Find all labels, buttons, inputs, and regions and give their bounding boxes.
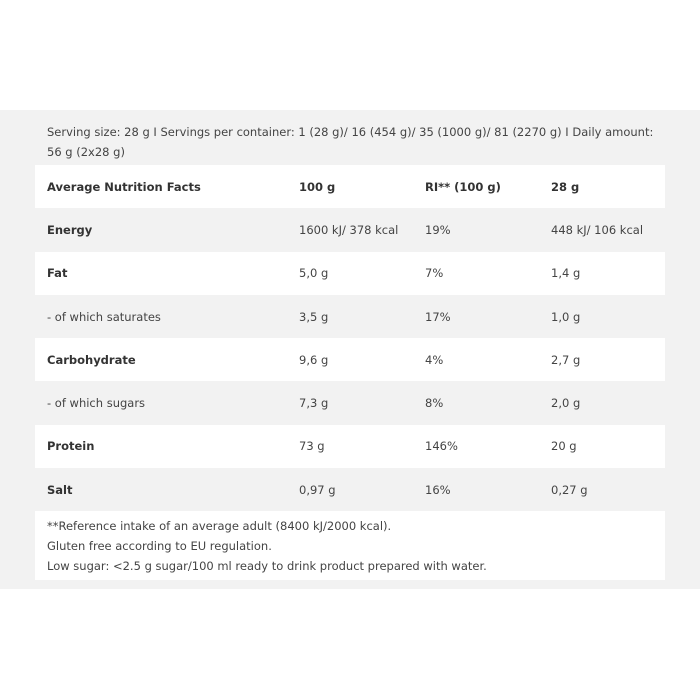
- value-per-100g: 7,3 g: [299, 396, 329, 411]
- nutrient-name: Salt: [47, 482, 73, 497]
- header-per-28g: 28 g: [551, 179, 580, 194]
- value-per-28g: 1,4 g: [551, 266, 581, 281]
- nutrient-name: Energy: [47, 222, 93, 237]
- serving-info: Serving size: 28 g I Servings per container: 1 (28 g)/ 16 (454 g)/ 35 (1000 g)/ 81 (2270 g) I Daily amount: 56 g (2x28 g): [47, 125, 654, 159]
- value-ri: 7%: [425, 266, 444, 281]
- footnote-reference-intake: **Reference intake of an average adult (8400 kJ/2000 kcal).: [47, 519, 392, 533]
- nutrient-name: Carbohydrate: [47, 352, 136, 367]
- value-ri: 16%: [425, 482, 451, 497]
- value-per-100g: 3,5 g: [299, 309, 329, 324]
- table-row-energy: [35, 208, 665, 251]
- table-row-saturates: [35, 295, 665, 338]
- value-ri: 4%: [425, 352, 444, 367]
- value-per-28g: 448 kJ/ 106 kcal: [551, 222, 644, 237]
- value-per-100g: 1600 kJ/ 378 kcal: [299, 222, 399, 237]
- footnotes: [35, 511, 665, 580]
- value-per-100g: 0,97 g: [299, 482, 336, 497]
- value-ri: 8%: [425, 396, 444, 411]
- table-header-row: [35, 165, 665, 208]
- table-row-sugars: [35, 381, 665, 424]
- header-nutrient: Average Nutrition Facts: [47, 179, 201, 194]
- nutrient-name: - of which saturates: [47, 309, 161, 324]
- header-per-100g: 100 g: [299, 179, 336, 194]
- nutrient-name: - of which sugars: [47, 396, 146, 411]
- nutrient-name: Protein: [47, 439, 95, 454]
- value-per-100g: 9,6 g: [299, 352, 329, 367]
- value-ri: 19%: [425, 222, 451, 237]
- nutrient-name: Fat: [47, 266, 68, 281]
- value-ri: 17%: [425, 309, 451, 324]
- value-per-100g: 5,0 g: [299, 266, 329, 281]
- nutrition-panel: [0, 110, 700, 589]
- value-ri: 146%: [425, 439, 458, 454]
- nutrition-table: [35, 165, 665, 511]
- value-per-28g: 0,27 g: [551, 482, 588, 497]
- table-row-carbohydrate: [35, 338, 665, 381]
- value-per-28g: 2,7 g: [551, 352, 581, 367]
- footnote-low-sugar: Low sugar: <2.5 g sugar/100 ml ready to drink product prepared with water.: [47, 559, 487, 573]
- table-row-fat: [35, 252, 665, 295]
- footnote-gluten-free: Gluten free according to EU regulation.: [47, 539, 272, 553]
- table-row-salt: [35, 468, 665, 511]
- value-per-28g: 20 g: [551, 439, 577, 454]
- table-row-protein: [35, 425, 665, 468]
- value-per-28g: 1,0 g: [551, 309, 581, 324]
- value-per-28g: 2,0 g: [551, 396, 581, 411]
- value-per-100g: 73 g: [299, 439, 325, 454]
- header-ri: RI** (100 g): [425, 179, 501, 194]
